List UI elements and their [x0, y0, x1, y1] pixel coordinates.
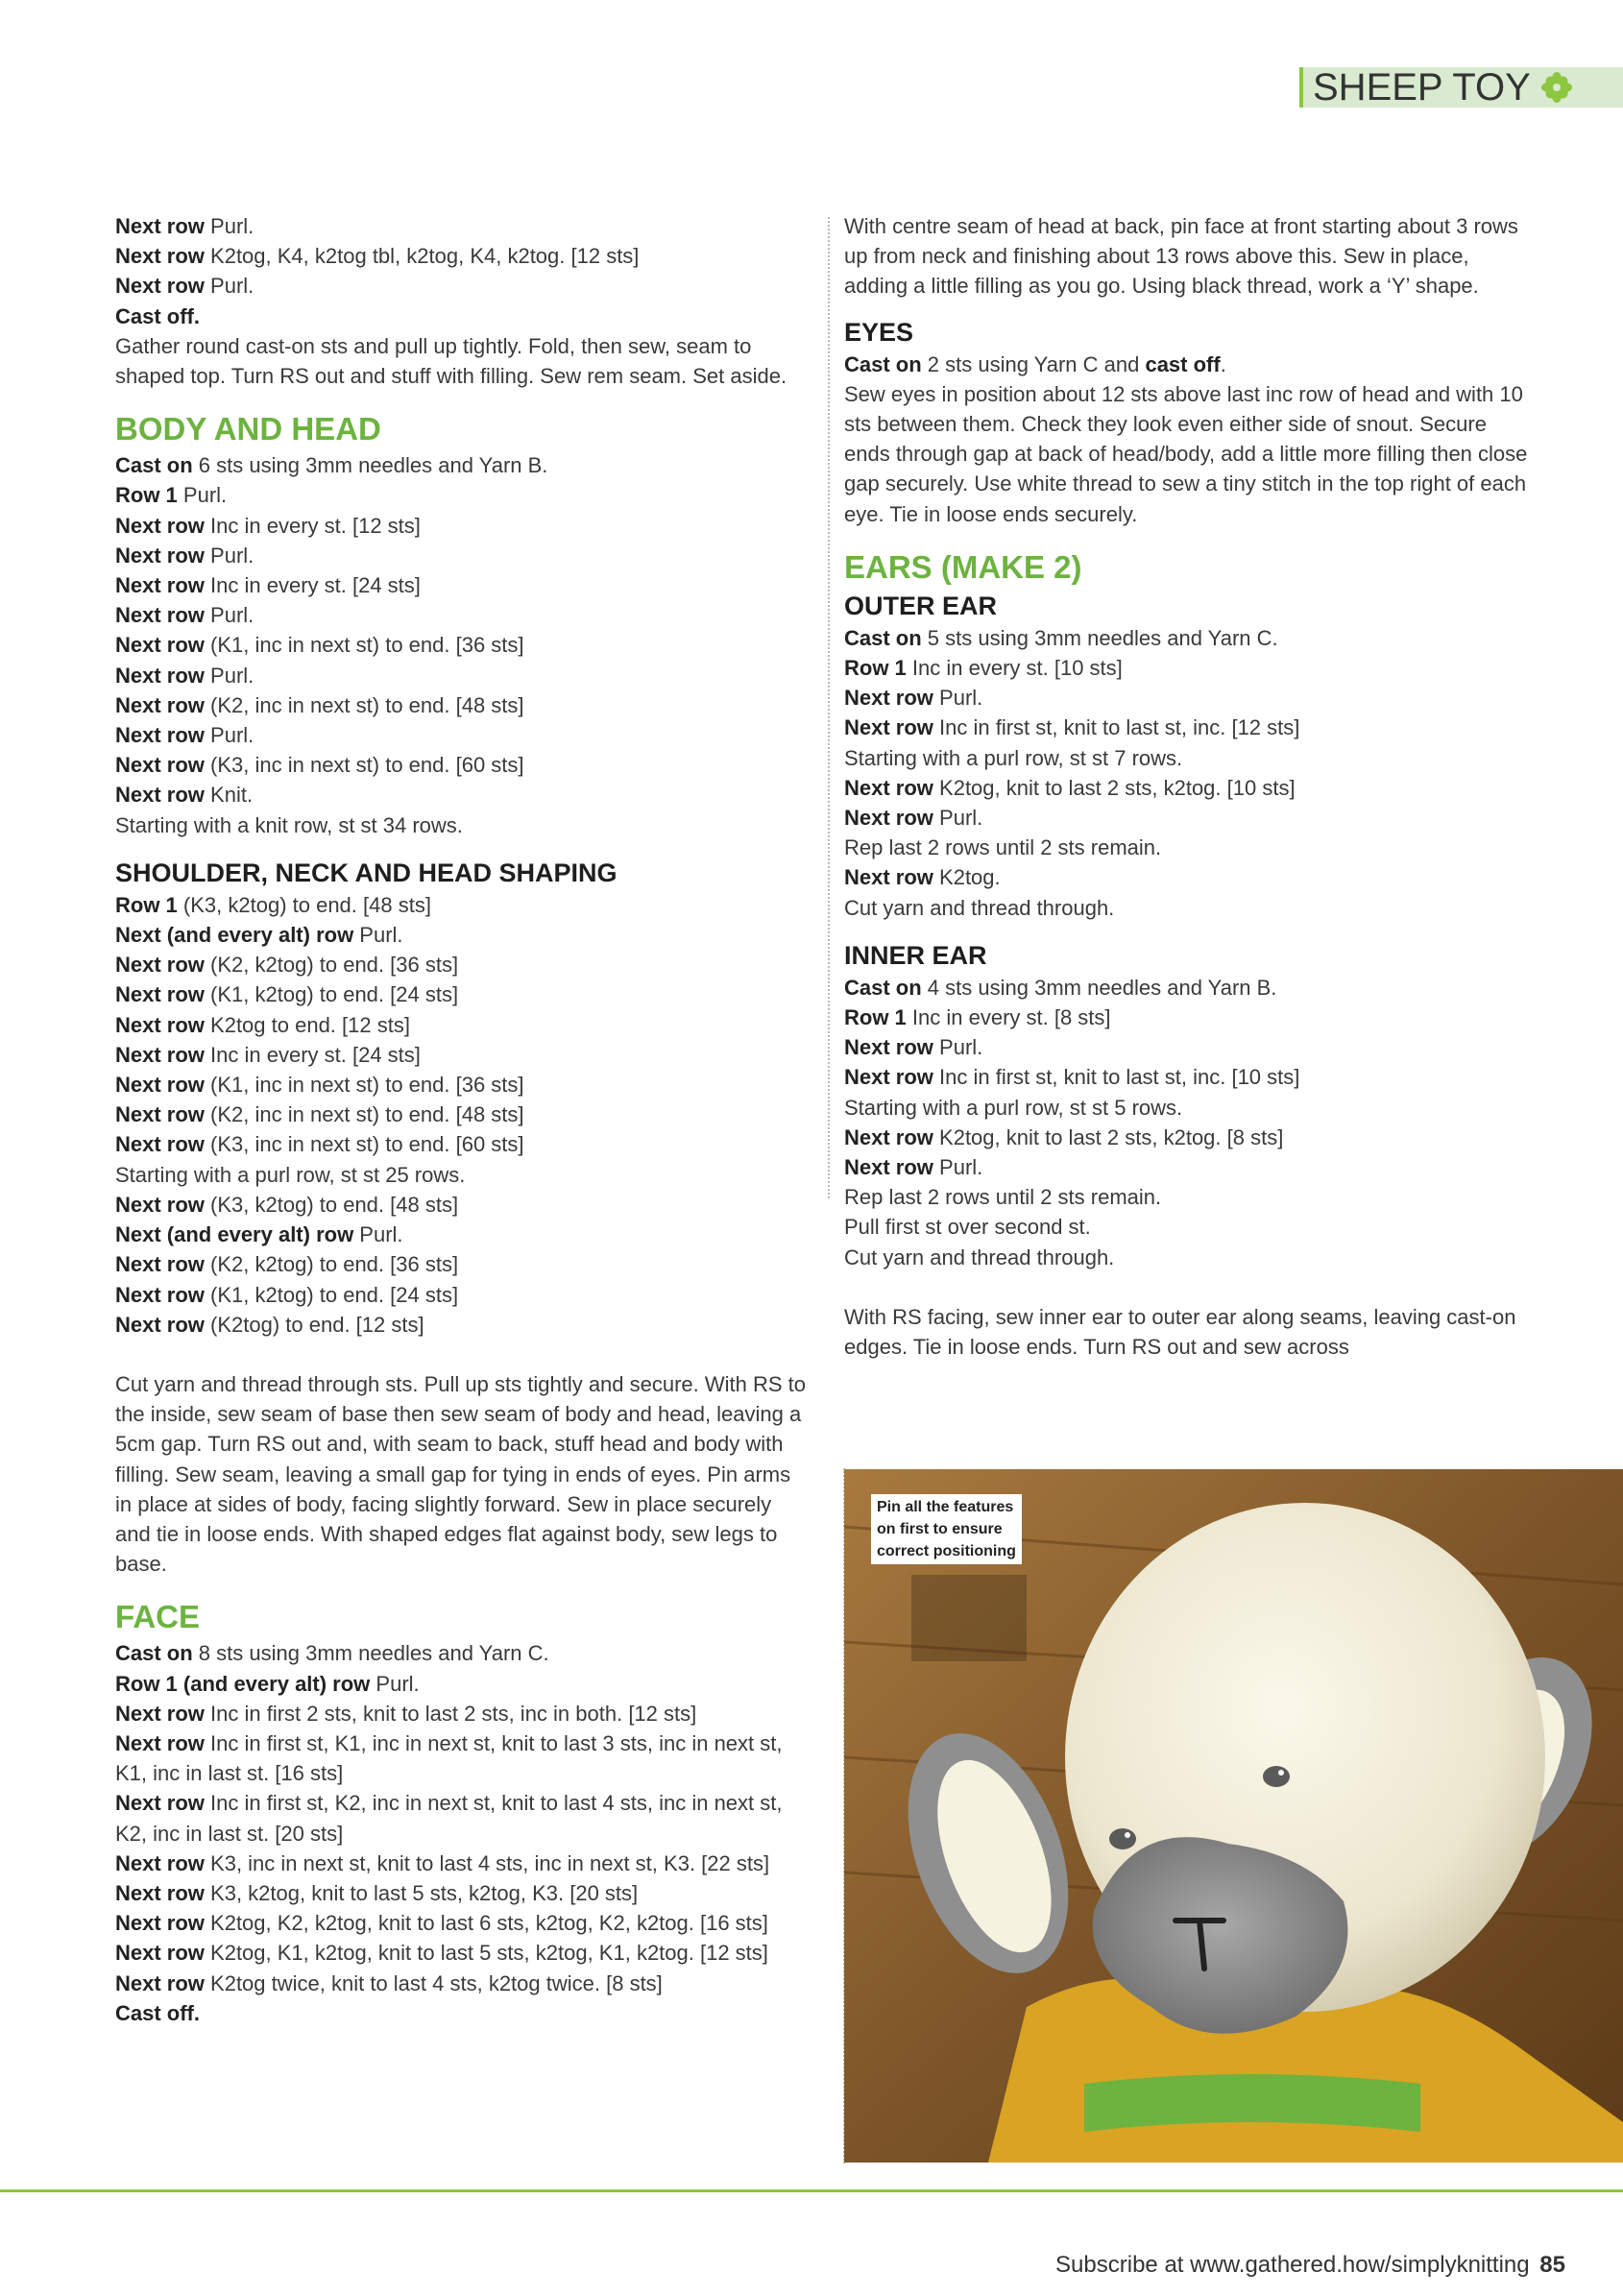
instruction-row — [115, 302, 812, 331]
row-text: Starting with a purl row, st st 5 rows. — [844, 1095, 1183, 1120]
row-text: Purl. — [204, 274, 254, 299]
instruction-row — [115, 1908, 812, 1938]
row-text: Purl. — [204, 723, 254, 748]
row-text: 4 sts using 3mm needles and Yarn B. — [921, 975, 1277, 1000]
row-keyword: Next row — [115, 573, 205, 598]
instruction-row — [844, 1182, 1536, 1212]
row-text: Starting with a knit row, st st 34 rows. — [115, 812, 463, 837]
shoulder-rows — [115, 890, 812, 1340]
instruction-row — [844, 973, 1536, 1003]
right-column — [844, 211, 1536, 1362]
instruction-row — [844, 1212, 1536, 1242]
row-text: Purl. — [933, 686, 983, 711]
instruction-row — [115, 480, 812, 510]
row-keyword: Next row — [115, 1911, 205, 1936]
instruction-row — [844, 862, 1536, 892]
instruction-row — [844, 1003, 1536, 1032]
row-text: K2tog, K4, k2tog tbl, k2tog, K4, k2tog. [12 sts] — [204, 244, 640, 269]
row-keyword: Next row — [115, 723, 205, 748]
instruction-row — [115, 1040, 812, 1070]
finish-paragraph: Cut yarn and thread through sts. Pull up sts tightly and secure. With RS to the inside, sew seam of base then sew seam of body and head, leaving a 5cm gap. Turn RS out and, with seam to back, stuff head and body with filling. Sew seam, leaving a small gap for tying in ends of eyes. Pin arms in place at sides of body, facing slightly forward. Sew in place securely and tie in loose ends. With shaped edges flat against body, sew legs to base. — [115, 1371, 807, 1577]
row-text: (K2, k2tog) to end. [36 sts] — [204, 953, 459, 978]
row-keyword: Next row — [115, 783, 205, 808]
row-keyword: Next row — [844, 775, 933, 800]
instruction-row — [115, 1788, 812, 1848]
instruction-row — [844, 1093, 1536, 1123]
row-keyword: Row 1 — [844, 1005, 907, 1030]
instruction-row — [115, 750, 812, 780]
row-keyword: Next row — [115, 692, 205, 717]
instruction-row — [115, 600, 812, 630]
body-head-heading: BODY AND HEAD — [115, 411, 381, 447]
instruction-row — [115, 690, 812, 720]
row-keyword: Next row — [115, 543, 205, 568]
instruction-row — [115, 511, 812, 541]
row-text: (K3, inc in next st) to end. [60 sts] — [204, 1132, 524, 1157]
inner-ear-heading: INNER EAR — [844, 940, 987, 970]
caption-line: Pin all the features — [877, 1499, 1014, 1515]
instruction-row — [115, 1160, 812, 1190]
row-text: (K1, inc in next st) to end. [36 sts] — [204, 1073, 524, 1098]
row-keyword: Next row — [115, 1791, 205, 1816]
row-text: Inc in every st. [8 sts] — [906, 1005, 1111, 1030]
instruction-row — [115, 890, 812, 920]
outer-ear-heading: OUTER EAR — [844, 591, 998, 620]
instruction-row — [844, 893, 1536, 923]
row-text: Inc in first st, knit to last st, inc. [10 sts] — [933, 1065, 1300, 1090]
row-text: 5 sts using 3mm needles and Yarn C. — [921, 625, 1278, 650]
row-text: K3, inc in next st, knit to last 4 sts, inc in next st, K3. [22 sts] — [204, 1850, 770, 1875]
instruction-row — [115, 950, 812, 979]
instruction-row — [115, 1280, 812, 1310]
row-text: Rep last 2 rows until 2 sts remain. — [844, 1185, 1162, 1210]
instruction-row — [115, 661, 812, 690]
instruction-row — [115, 541, 812, 570]
row-keyword: Next row — [115, 1850, 205, 1875]
instruction-row — [115, 1878, 812, 1908]
intro-paragraph: Gather round cast-on sts and pull up tightly. Fold, then sew, seam to shaped top. Turn RS out and stuff with filling. Sew rem seam. Set aside. — [115, 333, 787, 389]
row-text: Purl. — [933, 806, 983, 831]
instruction-row — [115, 1100, 812, 1129]
row-text: (K1, k2tog) to end. [24 sts] — [204, 982, 459, 1007]
row-text: K2tog, K1, k2tog, knit to last 5 sts, k2tog, K1, k2tog. [12 sts] — [204, 1941, 768, 1966]
eyes-end: . — [1220, 351, 1226, 376]
row-keyword: Next row — [844, 1155, 933, 1180]
ears-heading: EARS (MAKE 2) — [844, 548, 1082, 585]
instruction-row — [115, 1220, 812, 1249]
instruction-row — [115, 241, 812, 271]
row-keyword: Next row — [115, 214, 205, 238]
row-keyword: Next row — [844, 686, 933, 711]
ears-paragraph: With RS facing, sew inner ear to outer ear along seams, leaving cast-on edges. Tie in loose ends. Turn RS out and sew across — [844, 1304, 1516, 1360]
instruction-row — [844, 653, 1536, 683]
row-keyword: Next row — [115, 953, 205, 978]
eyes-heading: EYES — [844, 317, 914, 347]
instruction-row — [115, 1728, 812, 1788]
instruction-row — [844, 1152, 1536, 1182]
row-text: (K1, inc in next st) to end. [36 sts] — [204, 633, 524, 658]
row-text: Purl. — [933, 1155, 983, 1180]
row-text: (K1, k2tog) to end. [24 sts] — [204, 1282, 459, 1307]
spacer — [844, 1272, 1536, 1302]
row-keyword: Next row — [115, 1701, 205, 1726]
face-heading: FACE — [115, 1599, 201, 1635]
instruction-row — [844, 743, 1536, 773]
row-keyword: Next row — [115, 1252, 205, 1277]
row-text: Purl. — [204, 214, 254, 238]
instruction-row — [115, 1699, 812, 1728]
row-text: Purl. — [204, 663, 254, 688]
spacer — [115, 1340, 812, 1369]
row-keyword: Next row — [115, 1880, 205, 1905]
section-title: SHEEP TOY — [1313, 66, 1531, 109]
row-text: Inc in every st. [12 sts] — [204, 513, 421, 538]
row-text: Inc in every st. [24 sts] — [204, 573, 421, 598]
row-text: K2tog, knit to last 2 sts, k2tog. [10 sts] — [933, 775, 1296, 800]
row-text: K2tog. — [933, 865, 1001, 890]
instruction-row — [115, 450, 812, 480]
row-keyword: Next row — [115, 1042, 205, 1067]
left-column — [115, 211, 812, 2028]
row-text: K2tog to end. [12 sts] — [204, 1012, 410, 1037]
row-keyword: Cast on — [844, 975, 922, 1000]
row-text: (K3, k2tog) to end. [48 sts] — [177, 892, 431, 917]
row-keyword: Cast on — [115, 1641, 193, 1666]
row-text: (K2, inc in next st) to end. [48 sts] — [204, 1102, 524, 1127]
row-text: 8 sts using 3mm needles and Yarn C. — [192, 1641, 549, 1666]
eyes-kw-cast-off: cast off — [1145, 351, 1221, 376]
subscribe-text: Subscribe at www.gathered.how/simplyknitting — [1055, 2252, 1530, 2278]
row-text: Inc in every st. [24 sts] — [204, 1042, 421, 1067]
row-text: Purl. — [353, 1222, 403, 1247]
row-text: Purl. — [177, 483, 228, 508]
row-keyword: Cast on — [844, 625, 922, 650]
row-text: Rep last 2 rows until 2 sts remain. — [844, 835, 1162, 860]
row-text: (K2, inc in next st) to end. [48 sts] — [204, 692, 524, 717]
body-head-rows — [115, 450, 812, 840]
page-number: 85 — [1539, 2252, 1565, 2278]
row-keyword: Next row — [844, 1124, 933, 1149]
instruction-row — [115, 1070, 812, 1100]
face-paragraph: With centre seam of head at back, pin face at front starting about 3 rows up from neck and finishing about 13 rows above this. Sew in place, adding a little filling as you go. Using black thread, work a ‘Y’ shape. — [844, 214, 1518, 299]
instruction-row — [115, 1969, 812, 1998]
sheep-illustration — [844, 1469, 1623, 2163]
row-keyword: Next row — [115, 1132, 205, 1157]
instruction-row — [115, 1938, 812, 1968]
face-rows — [115, 1638, 812, 2028]
flower-icon — [1540, 71, 1573, 104]
instruction-row — [115, 979, 812, 1009]
inner-ear-rows — [844, 973, 1536, 1272]
instruction-row — [844, 683, 1536, 713]
sheep-photo — [844, 1469, 1623, 2163]
row-text: K2tog twice, knit to last 4 sts, k2tog twice. [8 sts] — [204, 1970, 663, 1995]
row-keyword: Next row — [115, 1073, 205, 1098]
row-text: (K2tog) to end. [12 sts] — [204, 1312, 424, 1337]
row-text: 6 sts using 3mm needles and Yarn B. — [192, 453, 548, 478]
row-text: Starting with a purl row, st st 25 rows. — [115, 1162, 466, 1187]
row-keyword: Next row — [844, 806, 933, 831]
instruction-row — [115, 720, 812, 750]
eyes-kw-cast-on: Cast on — [844, 351, 922, 376]
row-keyword: Next (and every alt) row — [115, 923, 354, 948]
instruction-row — [844, 1243, 1536, 1272]
row-keyword: Next row — [115, 1012, 205, 1037]
shoulder-heading: SHOULDER, NECK AND HEAD SHAPING — [115, 858, 618, 887]
row-text: Purl. — [370, 1671, 420, 1696]
row-keyword: Row 1 (and every alt) row — [115, 1671, 371, 1696]
instruction-row — [115, 1010, 812, 1040]
row-keyword: Next row — [115, 1192, 205, 1217]
eyes-mid: 2 sts using Yarn C and — [921, 351, 1146, 376]
instruction-row — [115, 1669, 812, 1699]
instruction-row — [844, 713, 1536, 742]
instruction-row — [844, 1123, 1536, 1152]
row-text: K2tog, K2, k2tog, knit to last 6 sts, k2tog, K2, k2tog. [16 sts] — [204, 1911, 768, 1936]
row-keyword: Next row — [115, 1282, 205, 1307]
row-text: K2tog, knit to last 2 sts, k2tog. [8 sts] — [933, 1124, 1284, 1149]
instruction-row — [115, 1310, 812, 1340]
eyes-cast-line — [844, 350, 1536, 379]
row-keyword: Next row — [115, 753, 205, 778]
row-text: Inc in first st, K1, inc in next st, knit to last 3 sts, inc in next st, K1, inc in last st. [16 sts] — [115, 1730, 783, 1786]
row-keyword: Row 1 — [844, 656, 907, 681]
row-text: Purl. — [933, 1035, 983, 1060]
row-keyword: Next (and every alt) row — [115, 1222, 354, 1247]
row-text: Pull first st over second st. — [844, 1215, 1091, 1240]
section-header-tab — [1299, 67, 1623, 108]
row-text: Inc in first 2 sts, knit to last 2 sts, inc in both. [12 sts] — [204, 1701, 697, 1726]
row-text: Cut yarn and thread through. — [844, 895, 1115, 920]
row-keyword: Cast off. — [115, 2000, 200, 2025]
row-keyword: Next row — [115, 244, 205, 269]
instruction-row — [115, 1249, 812, 1279]
footer-rule — [0, 2189, 1623, 2192]
eyes-paragraph: Sew eyes in position about 12 sts above last inc row of head and with 10 sts between them. Check they look even either side of snout. Secure ends through gap at back of head/body, add a little more filling then close gap securely. Use white thread to sew a tiny stitch in the top right of each eye. Tie in loose ends securely. — [844, 381, 1528, 526]
instruction-row — [115, 920, 812, 950]
instruction-row — [115, 1129, 812, 1159]
row-text: (K2, k2tog) to end. [36 sts] — [204, 1252, 459, 1277]
instruction-row — [115, 211, 812, 241]
row-text: K3, k2tog, knit to last 5 sts, k2tog, K3. [20 sts] — [204, 1880, 639, 1905]
row-keyword: Next row — [115, 1970, 205, 1995]
instruction-row — [115, 570, 812, 600]
row-keyword: Next row — [844, 715, 933, 740]
instruction-row — [115, 1190, 812, 1220]
row-keyword: Next row — [115, 633, 205, 658]
row-text: Starting with a purl row, st st 7 rows. — [844, 745, 1183, 770]
instruction-row — [115, 1998, 812, 2028]
instruction-row — [115, 780, 812, 810]
row-text: Cut yarn and thread through. — [844, 1245, 1115, 1269]
instruction-row — [844, 803, 1536, 833]
instruction-row — [115, 1849, 812, 1878]
instruction-row — [844, 1062, 1536, 1092]
row-text: Purl. — [204, 543, 254, 568]
row-text: (K3, inc in next st) to end. [60 sts] — [204, 753, 524, 778]
row-keyword: Cast off. — [115, 303, 200, 328]
row-keyword: Next row — [115, 1312, 205, 1337]
row-keyword: Row 1 — [115, 892, 178, 917]
row-keyword: Next row — [115, 1730, 205, 1755]
caption-line: on first to ensure — [877, 1521, 1003, 1537]
instruction-row — [115, 810, 812, 840]
row-keyword: Cast on — [115, 453, 193, 478]
instruction-row — [115, 1638, 812, 1668]
photo-caption — [871, 1494, 1022, 1564]
row-text: Inc in first st, knit to last st, inc. [12 sts] — [933, 715, 1300, 740]
caption-line: correct positioning — [877, 1543, 1016, 1559]
row-keyword: Next row — [115, 982, 205, 1007]
row-keyword: Next row — [115, 1102, 205, 1127]
instruction-row — [844, 833, 1536, 862]
row-text: Purl. — [353, 923, 403, 948]
row-keyword: Next row — [115, 513, 205, 538]
row-text: (K3, k2tog) to end. [48 sts] — [204, 1192, 459, 1217]
row-keyword: Next row — [844, 1065, 933, 1090]
row-keyword: Next row — [844, 1035, 933, 1060]
instruction-row — [844, 1032, 1536, 1062]
row-text: Inc in every st. [10 sts] — [906, 656, 1123, 681]
instruction-row — [115, 630, 812, 660]
instruction-row — [844, 773, 1536, 803]
row-keyword: Next row — [115, 603, 205, 628]
row-keyword: Next row — [115, 274, 205, 299]
row-keyword: Next row — [115, 1941, 205, 1966]
outer-ear-rows — [844, 623, 1536, 923]
row-text: Purl. — [204, 603, 254, 628]
instruction-row — [844, 623, 1536, 653]
row-keyword: Next row — [844, 865, 933, 890]
intro-rows — [115, 211, 812, 331]
row-text: Inc in first st, K2, inc in next st, knit to last 4 sts, inc in next st, K2, inc in last st. [20 sts] — [115, 1791, 783, 1846]
row-keyword: Row 1 — [115, 483, 178, 508]
column-divider — [828, 217, 830, 1198]
footer — [1055, 2252, 1565, 2279]
row-keyword: Next row — [115, 663, 205, 688]
instruction-row — [115, 271, 812, 301]
row-text: Knit. — [204, 783, 254, 808]
